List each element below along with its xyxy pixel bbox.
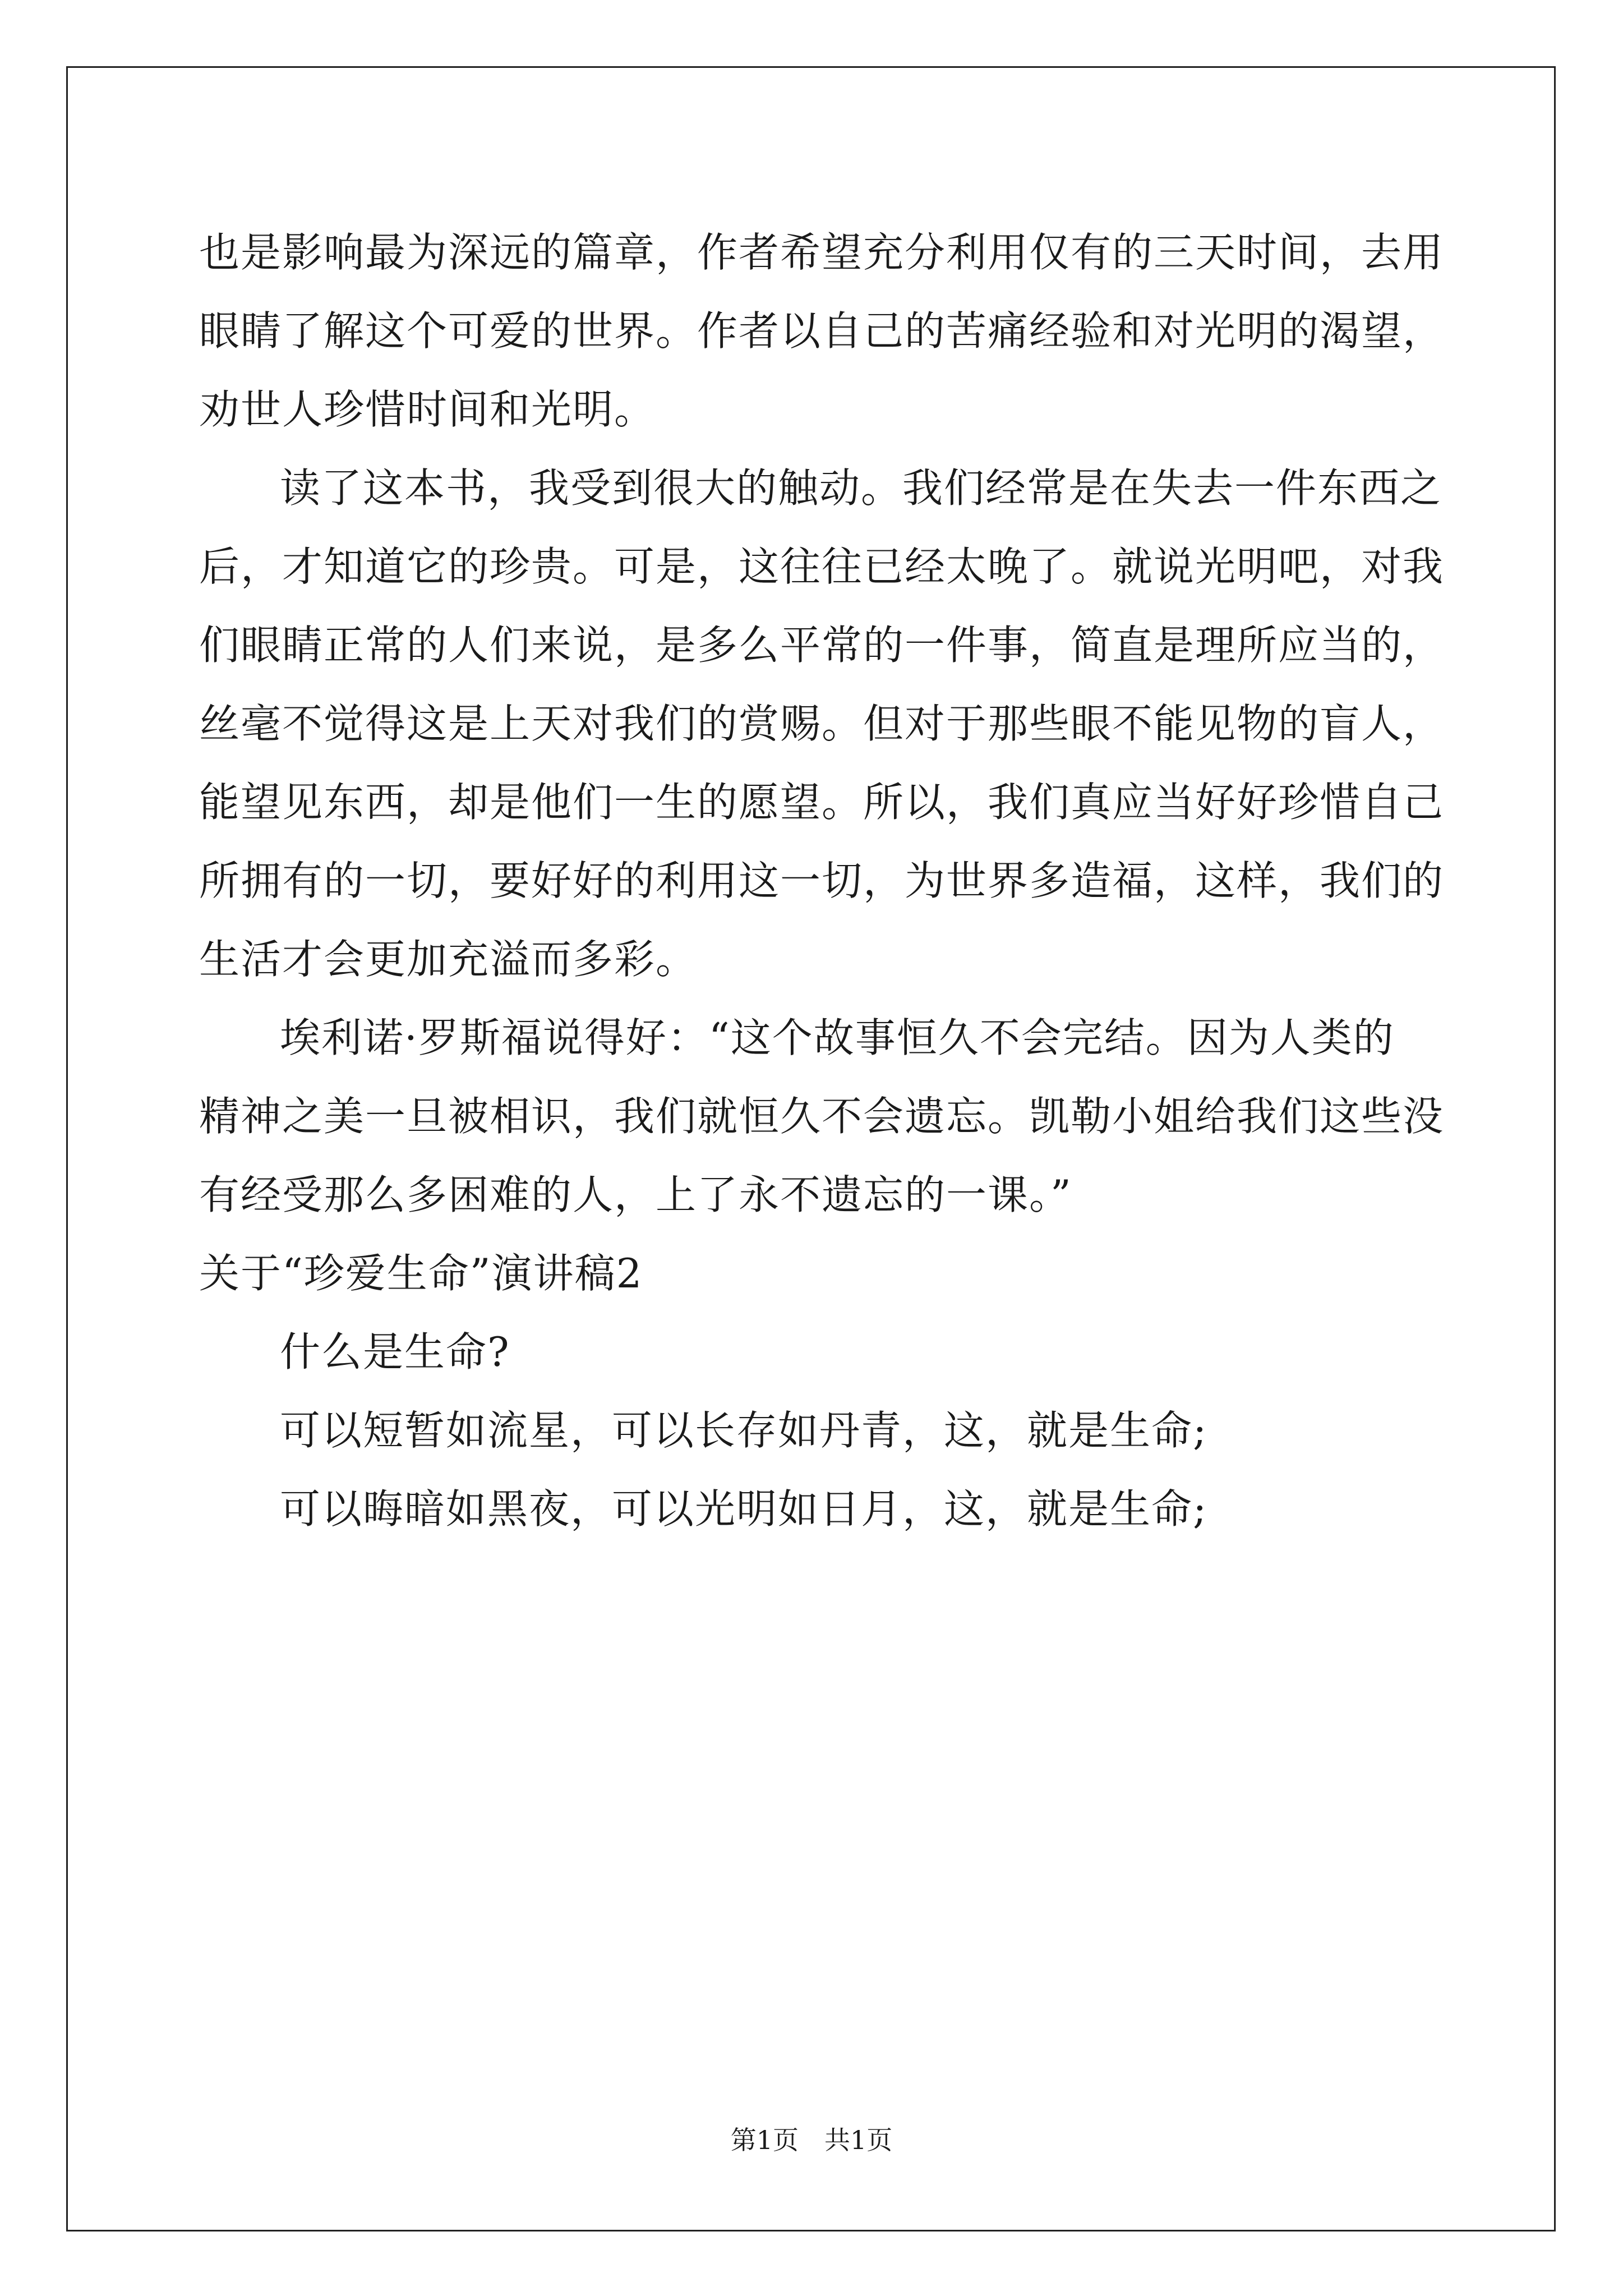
document-body — [199, 213, 1461, 1548]
body-line-5: 后，才知道它的珍贵。可是，这往往已经太晚了。就说光明吧，对我 — [199, 543, 1445, 590]
body-line-17: 可以晦暗如黑夜，可以光明如日月，这，就是生命; — [280, 1485, 1208, 1533]
body-line-9: 所拥有的一切，要好好的利用这一切，为世界多造福，这样，我们的 — [199, 857, 1445, 904]
body-line-10: 生活才会更加充溢而多彩。 — [199, 936, 698, 983]
body-line-4: 读了这本书，我受到很大的触动。我们经常是在失去一件东西之 — [280, 464, 1442, 512]
body-line-3: 劝世人珍惜时间和光明。 — [199, 386, 656, 433]
body-line-12: 精神之美一旦被相识，我们就恒久不会遗忘。凯勒小姐给我们这些没 — [199, 1093, 1445, 1140]
page-footer: 第1页 共1页 — [730, 2125, 893, 2155]
body-line-11: 埃利诺·罗斯福说得好：“这个故事恒久不会完结。因为人类的 — [280, 1014, 1395, 1061]
body-line-15: 什么是生命? — [280, 1328, 510, 1375]
body-line-8: 能望见东西，却是他们一生的愿望。所以，我们真应当好好珍惜自己 — [199, 779, 1445, 826]
body-line-16: 可以短暂如流星，可以长存如丹青，这，就是生命; — [280, 1407, 1208, 1454]
body-line-6: 们眼睛正常的人们来说，是多么平常的一件事，简直是理所应当的， — [199, 622, 1445, 669]
body-line-7: 丝毫不觉得这是上天对我们的赏赐。但对于那些眼不能见物的盲人， — [199, 700, 1445, 747]
section-heading: 关于“珍爱生命”演讲稿2 — [199, 1250, 643, 1297]
body-line-2: 眼睛了解这个可爱的世界。作者以自己的苦痛经验和对光明的渴望， — [199, 307, 1445, 355]
body-line-13: 有经受那么多困难的人，上了永不遗忘的一课。” — [199, 1171, 1072, 1218]
body-line-1: 也是影响最为深远的篇章，作者希望充分利用仅有的三天时间，去用 — [199, 229, 1445, 276]
